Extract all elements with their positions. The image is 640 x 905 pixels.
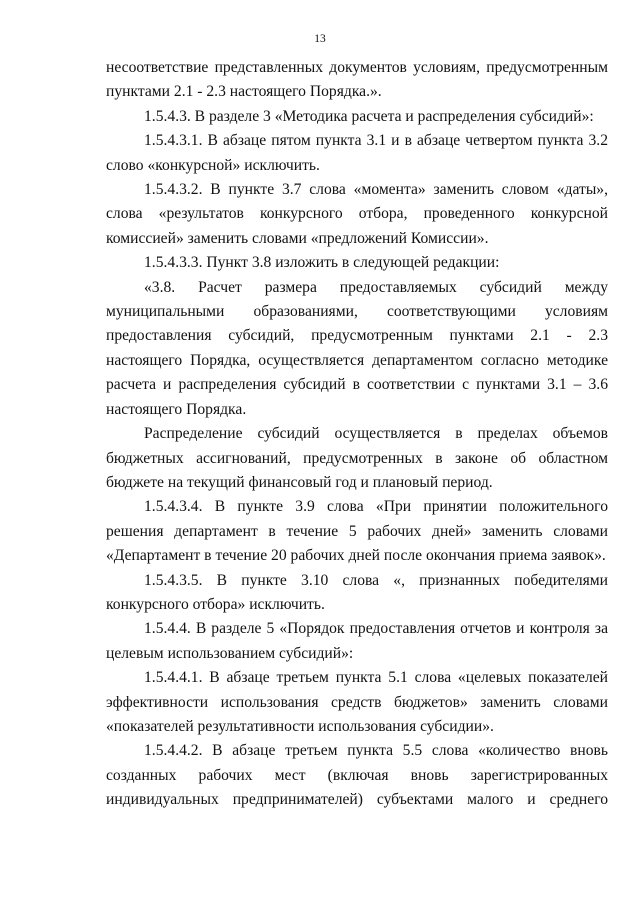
paragraph-1-5-4-3-3: 1.5.4.3.3. Пункт 3.8 изложить в следующей редакции: — [144, 254, 500, 272]
paragraph-distribution: Распределение субсидий осуществляется в пределах объемов бюджетных ассигнований, предусмотренных в законе об областном бюджете на текущий финансовый год и плановый период. — [106, 425, 608, 491]
paragraph-1-5-4-3-2: 1.5.4.3.2. В пункте 3.7 слова «момента» заменить словом «даты», слова «результатов конкурсного отбора, проведенного конкурсной комиссией» заменить словами «предложений Комиссии». — [106, 181, 608, 247]
paragraph-1-5-4-3-1: 1.5.4.3.1. В абзаце пятом пункта 3.1 и в абзаце четвертом пункта 3.2 слово «конкурсной» исключить. — [106, 132, 608, 174]
paragraph-1-5-4-3: 1.5.4.3. В разделе 3 «Методика расчета и распределения субсидий»: — [144, 107, 594, 125]
page-number: 13 — [314, 33, 326, 45]
paragraph-quote-3-8: «3.8. Расчет размера предоставляемых субсидий между муниципальными образованиями, соответствующими условиям предоставления субсидий, предусмотренным пунктами 2.1 - 2.3 настоящего Порядка, осуществляется департаментом согласно методике расчета и распределения субсидий в соответствии с пунктами 3.1 – 3.6 настоящего Порядка. — [106, 278, 608, 418]
paragraph-1-5-4-3-5: 1.5.4.3.5. В пункте 3.10 слова «, признанных победителями конкурсного отбора» исключить. — [106, 571, 608, 613]
paragraph-1-5-4-4-2: 1.5.4.4.2. В абзаце третьем пункта 5.5 слова «количество вновь созданных рабочих мест (включая вновь зарегистрированных индивидуальных предпринимателей) субъектами малого и среднего — [106, 742, 608, 809]
paragraph-1-5-4-4: 1.5.4.4. В разделе 5 «Порядок предоставления отчетов и контроля за целевым использованием субсидий»: — [106, 620, 608, 662]
paragraph-1-5-4-3-4: 1.5.4.3.4. В пункте 3.9 слова «При принятии положительного решения департамент в течение 5 рабочих дней» заменить словами «Департамент в течение 20 рабочих дней после окончания приема заявок». — [106, 498, 608, 565]
paragraph-1-5-4-4-1: 1.5.4.4.1. В абзаце третьем пункта 5.1 слова «целевых показателей эффективности использования средств бюджетов» заменить словами «показателей результативности использования субсидии». — [106, 669, 608, 735]
document-body — [106, 56, 608, 813]
paragraph-continuation: несоответствие представленных документов условиям, предусмотренным пунктами 2.1 - 2.3 настоящего Порядка.». — [106, 59, 608, 101]
